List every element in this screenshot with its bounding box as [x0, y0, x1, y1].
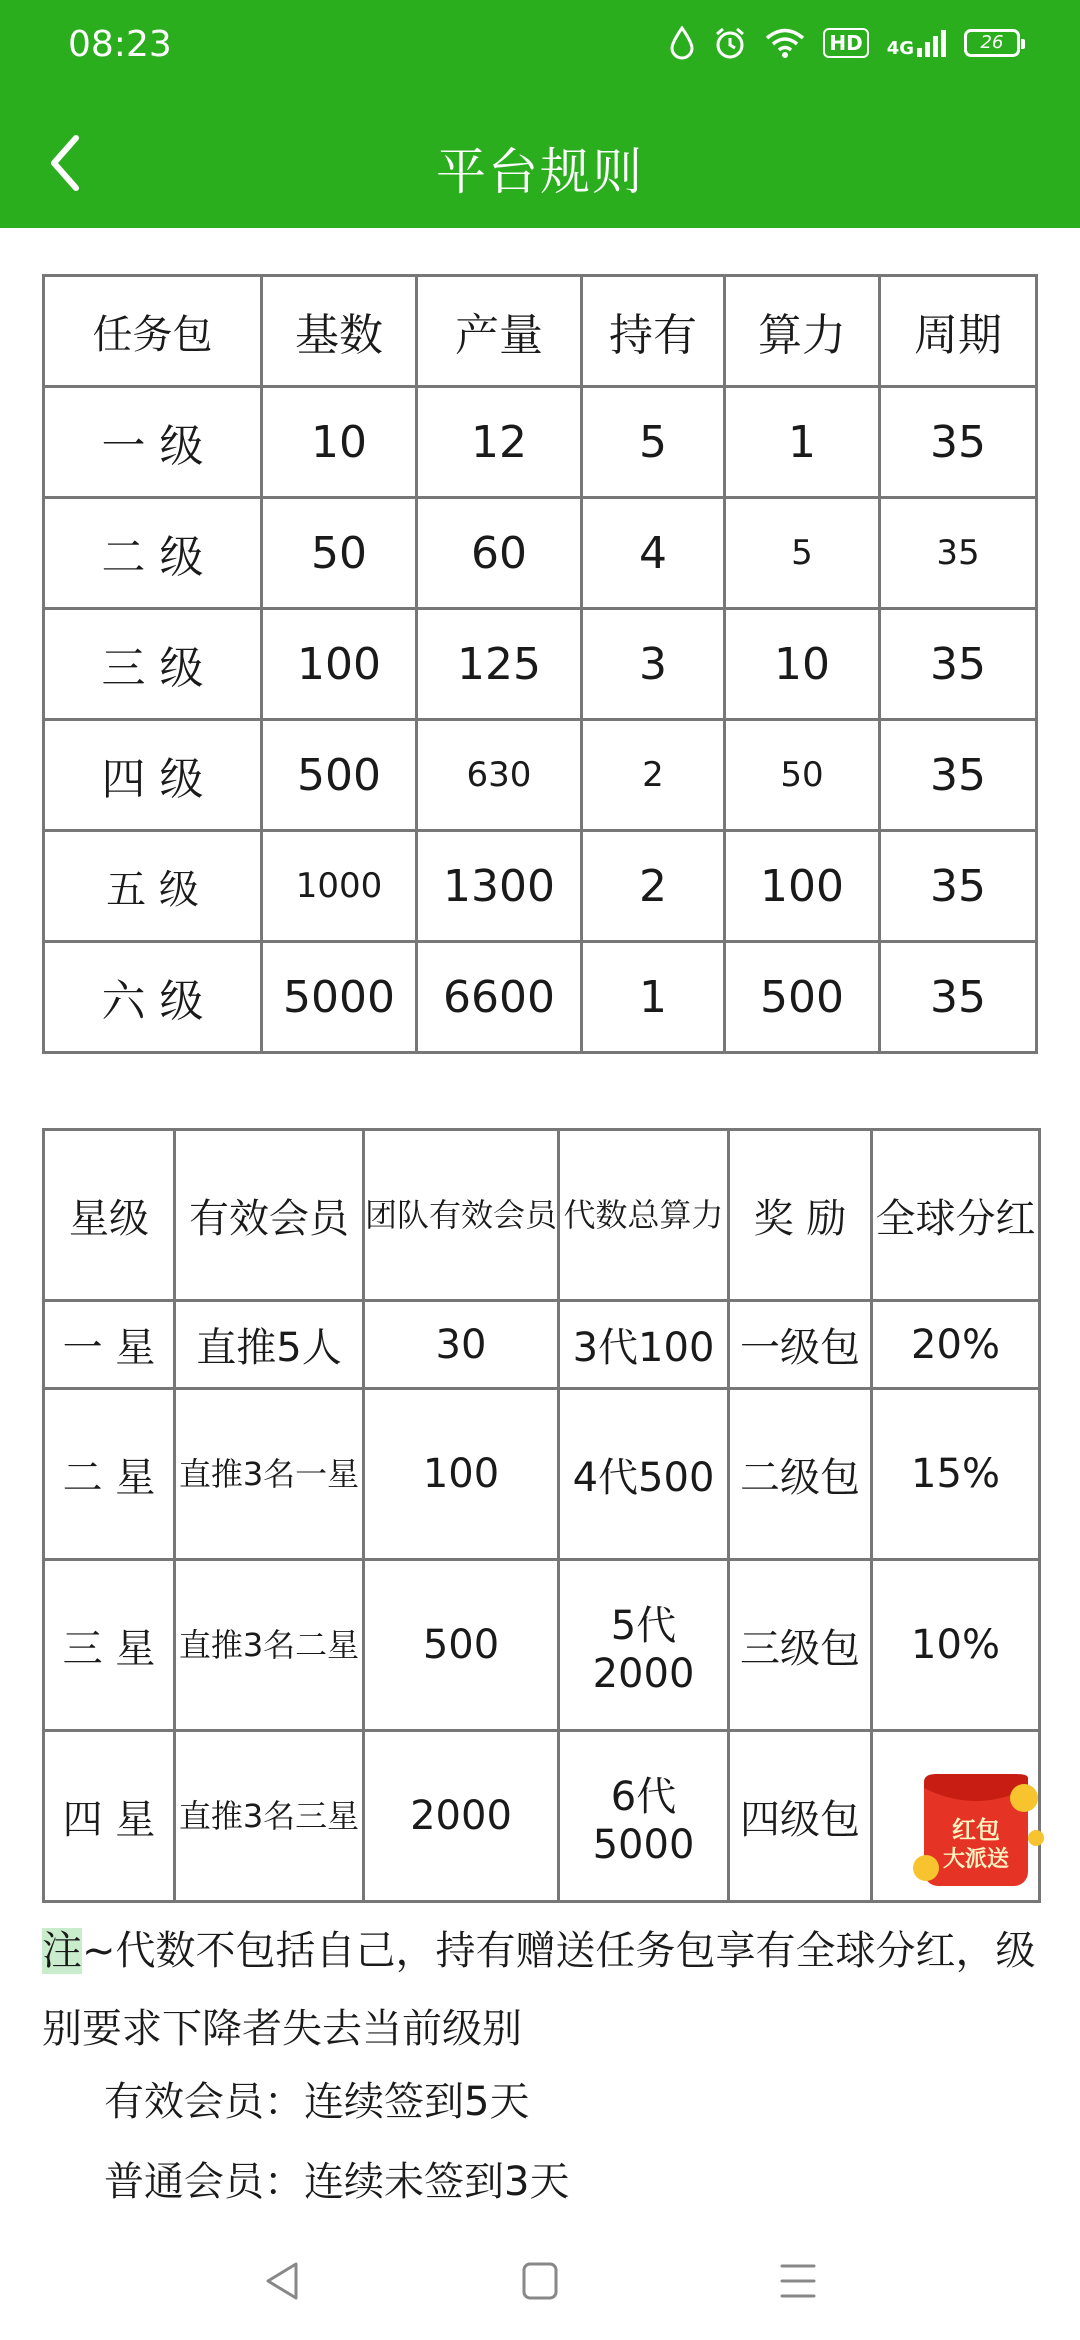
table-cell: 一级包 [729, 1301, 872, 1389]
table-row [44, 1731, 1040, 1902]
table-cell: 3代100 [559, 1301, 729, 1389]
table-cell: 四 星 [44, 1731, 175, 1902]
table-cell: 12 [417, 387, 582, 498]
table-cell: 5代2000 [559, 1560, 729, 1731]
droplet-icon [669, 26, 695, 60]
table-header-cell: 基数 [262, 276, 417, 387]
table-row [44, 1389, 1040, 1560]
hd-badge: HD [823, 28, 868, 58]
star-level-table [42, 1128, 1041, 1903]
table-cell: 35 [880, 387, 1037, 498]
definition-normal-member: 普通会员：连续未签到3天 [104, 2159, 570, 2205]
table-header-cell: 奖 励 [729, 1130, 872, 1301]
table-cell: 10 [262, 387, 417, 498]
table-row [44, 1301, 1040, 1389]
table-cell: 1000 [262, 831, 417, 942]
table-cell: 2 [582, 720, 725, 831]
rules-note [42, 1912, 1042, 2068]
signal-icon [916, 28, 946, 58]
table-cell: 4 [582, 498, 725, 609]
table-cell: 100 [262, 609, 417, 720]
page-title: 平台规则 [436, 143, 644, 201]
table-row [44, 720, 1037, 831]
table-header-row [44, 1130, 1040, 1301]
table-header-cell: 算力 [725, 276, 880, 387]
table-cell: 35 [880, 831, 1037, 942]
network-type: 4G [886, 38, 914, 59]
table-cell: 50 [262, 498, 417, 609]
battery-level: 26 [980, 32, 1004, 53]
table-cell: 二 级 [44, 498, 262, 609]
system-back-icon[interactable] [262, 2260, 302, 2302]
table-row [44, 498, 1037, 609]
table-cell: 一 星 [44, 1301, 175, 1389]
system-home-icon[interactable] [520, 2260, 560, 2302]
table-cell: 二级包 [729, 1389, 872, 1560]
table-row [44, 1560, 1040, 1731]
system-menu-icon[interactable] [778, 2260, 818, 2302]
table-header-cell: 全球分红 [872, 1130, 1040, 1301]
table-cell: 35 [880, 942, 1037, 1053]
note-mark: 注 [42, 1928, 82, 1974]
table-cell: 3 [582, 609, 725, 720]
alarm-icon [713, 26, 747, 60]
table-cell: 1 [725, 387, 880, 498]
task-package-table [42, 274, 1038, 1054]
table-cell: 630 [417, 720, 582, 831]
table-cell: 三级包 [729, 1560, 872, 1731]
status-icons [669, 26, 1020, 60]
table-cell: 1300 [417, 831, 582, 942]
table-cell: 5 [725, 498, 880, 609]
table-header-cell: 代数总算力 [559, 1130, 729, 1301]
table-cell: 30 [364, 1301, 559, 1389]
table-cell: 2 [582, 831, 725, 942]
table-cell: 20% [872, 1301, 1040, 1389]
table-cell: 500 [364, 1560, 559, 1731]
table-header-cell: 产量 [417, 276, 582, 387]
table-cell: 10% [872, 1560, 1040, 1731]
definition-active-member: 有效会员：连续签到5天 [104, 2079, 530, 2125]
status-bar [0, 0, 1080, 98]
wifi-icon [765, 27, 805, 59]
table-cell: 直推3名三星 [175, 1731, 364, 1902]
table-cell: 直推3名一星 [175, 1389, 364, 1560]
table-cell: 1 [582, 942, 725, 1053]
table-cell: 一 级 [44, 387, 262, 498]
table-cell: 三 级 [44, 609, 262, 720]
table-cell: 5000 [262, 942, 417, 1053]
table-cell: 2000 [364, 1731, 559, 1902]
table-cell: 35 [880, 609, 1037, 720]
battery-icon [964, 29, 1020, 57]
promo-label-line1: 红包 [952, 1816, 1000, 1844]
table-cell: 四级包 [729, 1731, 872, 1902]
table-cell: 六 级 [44, 942, 262, 1053]
signal-indicator [887, 28, 946, 58]
table-cell: 6600 [417, 942, 582, 1053]
note-text: ~代数不包括自己，持有赠送任务包享有全球分红，级别要求下降者失去当前级别 [42, 1928, 1036, 2052]
table-cell: 四 级 [44, 720, 262, 831]
table-row [44, 609, 1037, 720]
table-cell: 60 [417, 498, 582, 609]
table-header-cell: 周期 [880, 276, 1037, 387]
table-cell: 五 级 [44, 831, 262, 942]
status-time: 08:23 [68, 24, 172, 65]
table-cell: 三 星 [44, 1560, 175, 1731]
table-header-cell: 团队有效会员 [364, 1130, 559, 1301]
table-cell: 500 [725, 942, 880, 1053]
table-row [44, 387, 1037, 498]
table-cell: 35 [880, 498, 1037, 609]
table-header-cell: 任务包 [44, 276, 262, 387]
red-packet-promo-icon[interactable] [906, 1768, 1052, 1896]
table-cell: 二 星 [44, 1389, 175, 1560]
table-row [44, 831, 1037, 942]
table-cell: 125 [417, 609, 582, 720]
table-cell: 100 [364, 1389, 559, 1560]
table-cell: 直推5人 [175, 1301, 364, 1389]
table-cell: 4代500 [559, 1389, 729, 1560]
table-cell: 50 [725, 720, 880, 831]
table-header-row [44, 276, 1037, 387]
table-header-cell: 星级 [44, 1130, 175, 1301]
table-cell: 100 [725, 831, 880, 942]
navigation-bar [0, 98, 1080, 228]
table-cell: 6代5000 [559, 1731, 729, 1902]
table-cell: 500 [262, 720, 417, 831]
system-navigation-bar [0, 2224, 1080, 2340]
table-row [44, 942, 1037, 1053]
table-cell: 直推3名二星 [175, 1560, 364, 1731]
table-header-cell: 持有 [582, 276, 725, 387]
table-cell: 10 [725, 609, 880, 720]
table-cell: 5 [582, 387, 725, 498]
table-header-cell: 有效会员 [175, 1130, 364, 1301]
table-cell: 35 [880, 720, 1037, 831]
table-cell: 15% [872, 1389, 1040, 1560]
promo-label-line2: 大派送 [942, 1847, 1010, 1872]
